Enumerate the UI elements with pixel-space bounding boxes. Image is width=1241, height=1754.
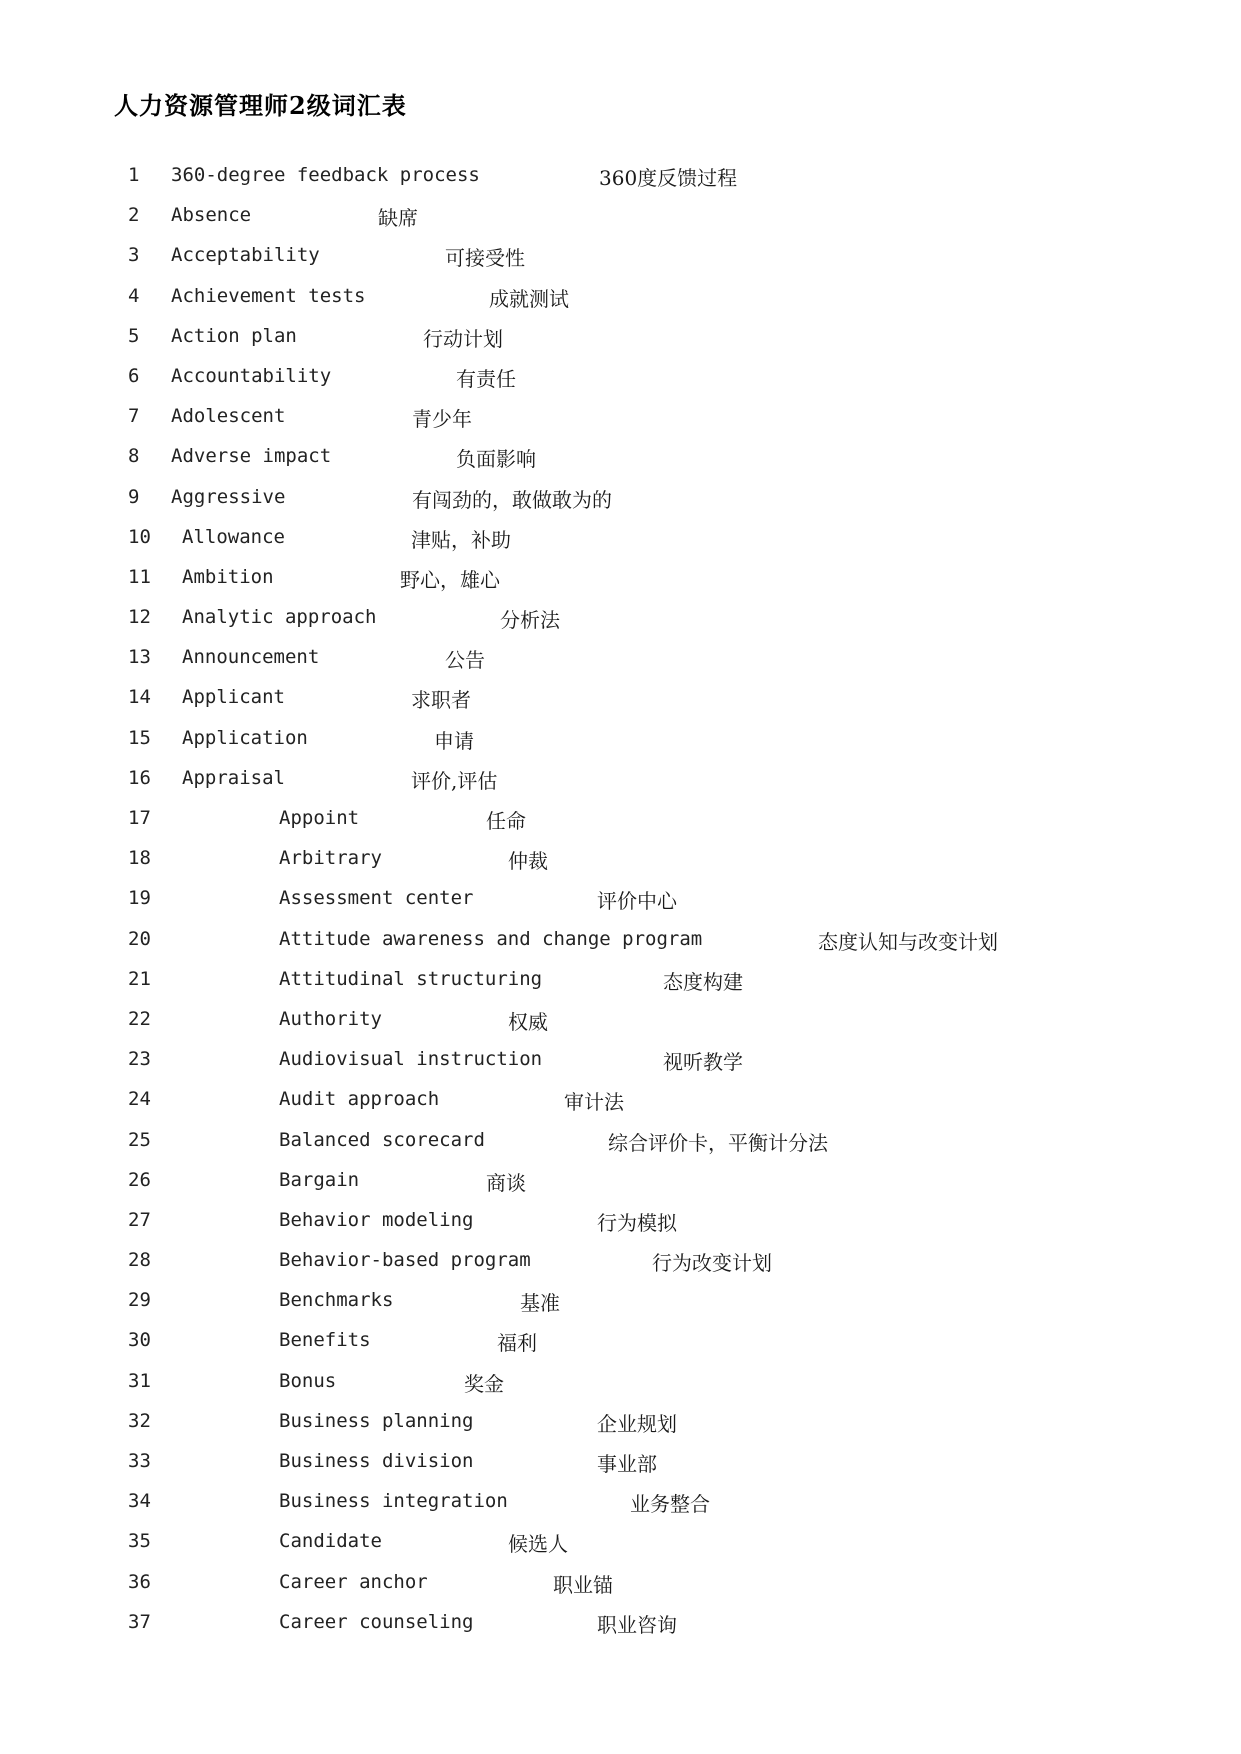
page-title: 人力资源管理师2级词汇表 xyxy=(114,91,407,120)
entry-number: 23 xyxy=(128,1048,151,1071)
english-term: Career anchor xyxy=(279,1570,428,1593)
english-term: Behavior modeling xyxy=(279,1208,474,1231)
english-term: Bargain xyxy=(279,1168,360,1191)
entry-number: 8 xyxy=(128,445,140,468)
chinese-translation: 事业部 xyxy=(597,1452,657,1476)
chinese-translation: 仲裁 xyxy=(508,849,548,874)
entry-number: 15 xyxy=(128,726,151,749)
list-item xyxy=(0,518,1241,558)
entry-number: 11 xyxy=(128,565,151,588)
chinese-translation: 津贴，补助 xyxy=(411,527,511,552)
list-item xyxy=(0,196,1241,236)
english-term: Acceptability xyxy=(171,244,320,267)
english-term: Adolescent xyxy=(171,405,286,428)
list-item xyxy=(0,678,1241,718)
entry-number: 33 xyxy=(128,1450,151,1472)
entry-number: 27 xyxy=(128,1208,151,1231)
chinese-translation: 可接受性 xyxy=(445,246,525,271)
list-item xyxy=(0,1161,1241,1201)
list-item xyxy=(0,1000,1241,1040)
entry-number: 21 xyxy=(128,967,151,990)
chinese-translation: 缺席 xyxy=(378,206,418,231)
english-term: Adverse impact xyxy=(171,445,332,468)
english-term: Appoint xyxy=(279,807,360,829)
chinese-translation: 有闯劲的，敢做敢为的 xyxy=(412,487,612,512)
entry-number: 2 xyxy=(128,204,140,227)
chinese-translation: 业务整合 xyxy=(630,1492,710,1517)
entry-number: 7 xyxy=(128,405,140,428)
vocabulary-list xyxy=(0,156,1241,1643)
chinese-translation: 态度构建 xyxy=(663,969,743,994)
list-item xyxy=(0,437,1241,477)
chinese-translation: 申请 xyxy=(434,728,474,753)
entry-number: 20 xyxy=(128,927,151,950)
chinese-translation: 360度反馈过程 xyxy=(599,166,738,190)
entry-number: 28 xyxy=(128,1249,151,1272)
chinese-translation: 商谈 xyxy=(486,1170,526,1195)
chinese-translation: 评价中心 xyxy=(597,889,677,914)
english-term: Ambition xyxy=(182,565,274,588)
chinese-translation: 福利 xyxy=(497,1331,537,1356)
chinese-translation: 奖金 xyxy=(464,1371,504,1396)
english-term: Attitude awareness and change program xyxy=(279,927,703,950)
chinese-translation: 青少年 xyxy=(412,407,472,432)
english-term: Business integration xyxy=(279,1490,508,1513)
chinese-translation: 企业规划 xyxy=(597,1411,677,1436)
list-item xyxy=(0,920,1241,960)
list-item xyxy=(0,1362,1241,1402)
english-term: Analytic approach xyxy=(182,606,377,629)
entry-number: 12 xyxy=(128,606,151,629)
english-term: Business planning xyxy=(279,1409,474,1432)
english-term: Assessment center xyxy=(279,887,474,910)
english-term: Arbitrary xyxy=(279,847,382,870)
english-term: Action plan xyxy=(171,324,297,347)
chinese-translation: 态度认知与改变计划 xyxy=(818,929,998,954)
list-item xyxy=(0,1121,1241,1161)
english-term: Business division xyxy=(279,1450,474,1472)
chinese-translation: 评价,评估 xyxy=(411,768,498,793)
english-term: Bonus xyxy=(279,1369,337,1392)
entry-number: 1 xyxy=(128,164,140,186)
entry-number: 13 xyxy=(128,646,151,669)
chinese-translation: 综合评价卡，平衡计分法 xyxy=(608,1130,828,1155)
english-term: Balanced scorecard xyxy=(279,1128,485,1151)
list-item xyxy=(0,1080,1241,1120)
english-term: Attitudinal structuring xyxy=(279,967,543,990)
entry-number: 19 xyxy=(128,887,151,910)
chinese-translation: 任命 xyxy=(486,809,526,833)
list-item xyxy=(0,1522,1241,1562)
list-item xyxy=(0,558,1241,598)
chinese-translation: 职业咨询 xyxy=(597,1612,677,1637)
list-item xyxy=(0,1482,1241,1522)
chinese-translation: 权威 xyxy=(508,1009,548,1034)
chinese-translation: 分析法 xyxy=(500,608,560,633)
entry-number: 34 xyxy=(128,1490,151,1513)
entry-number: 22 xyxy=(128,1007,151,1030)
entry-number: 31 xyxy=(128,1369,151,1392)
list-item xyxy=(0,960,1241,1000)
list-item xyxy=(0,156,1241,196)
english-term: Achievement tests xyxy=(171,284,366,307)
english-term: Benchmarks xyxy=(279,1289,394,1312)
chinese-translation: 审计法 xyxy=(564,1090,624,1115)
chinese-translation: 视听教学 xyxy=(663,1050,743,1075)
english-term: Allowance xyxy=(182,525,285,548)
chinese-translation: 职业锚 xyxy=(553,1572,613,1597)
list-item xyxy=(0,236,1241,276)
chinese-translation: 负面影响 xyxy=(456,447,536,472)
entry-number: 18 xyxy=(128,847,151,870)
entry-number: 5 xyxy=(128,324,140,347)
list-item xyxy=(0,357,1241,397)
entry-number: 9 xyxy=(128,485,140,508)
list-item xyxy=(0,1321,1241,1361)
entry-number: 10 xyxy=(128,525,151,548)
entry-number: 30 xyxy=(128,1329,151,1352)
english-term: Announcement xyxy=(182,646,320,669)
chinese-translation: 野心，雄心 xyxy=(400,567,500,592)
list-item xyxy=(0,1563,1241,1603)
entry-number: 17 xyxy=(128,807,151,829)
list-item xyxy=(0,638,1241,678)
chinese-translation: 基准 xyxy=(520,1291,560,1316)
english-term: Appraisal xyxy=(182,766,285,789)
chinese-translation: 求职者 xyxy=(411,688,471,713)
entry-number: 29 xyxy=(128,1289,151,1312)
list-item xyxy=(0,1040,1241,1080)
english-term: Authority xyxy=(279,1007,382,1030)
chinese-translation: 公告 xyxy=(445,648,485,673)
list-item xyxy=(0,799,1241,839)
entry-number: 25 xyxy=(128,1128,151,1151)
english-term: Accountability xyxy=(171,364,332,387)
english-term: Audit approach xyxy=(279,1088,440,1111)
list-item xyxy=(0,719,1241,759)
english-term: Absence xyxy=(171,204,252,227)
entry-number: 16 xyxy=(128,766,151,789)
chinese-translation: 行动计划 xyxy=(423,326,503,351)
english-term: Applicant xyxy=(182,686,285,709)
list-item xyxy=(0,1402,1241,1442)
chinese-translation: 行为改变计划 xyxy=(652,1251,772,1276)
english-term: Application xyxy=(182,726,308,749)
list-item xyxy=(0,839,1241,879)
chinese-translation: 成就测试 xyxy=(489,286,569,311)
entry-number: 36 xyxy=(128,1570,151,1593)
english-term: Audiovisual instruction xyxy=(279,1048,543,1071)
english-term: Candidate xyxy=(279,1530,382,1553)
entry-number: 3 xyxy=(128,244,140,267)
list-item xyxy=(0,478,1241,518)
list-item xyxy=(0,879,1241,919)
list-item xyxy=(0,1281,1241,1321)
entry-number: 6 xyxy=(128,364,140,387)
entry-number: 4 xyxy=(128,284,140,307)
entry-number: 37 xyxy=(128,1610,151,1633)
list-item xyxy=(0,397,1241,437)
entry-number: 35 xyxy=(128,1530,151,1553)
entry-number: 24 xyxy=(128,1088,151,1111)
list-item xyxy=(0,1603,1241,1643)
list-item xyxy=(0,1241,1241,1281)
entry-number: 14 xyxy=(128,686,151,709)
list-item xyxy=(0,1442,1241,1482)
chinese-translation: 行为模拟 xyxy=(597,1210,677,1235)
list-item xyxy=(0,317,1241,357)
chinese-translation: 有责任 xyxy=(456,366,516,391)
english-term: 360-degree feedback process xyxy=(171,164,480,186)
list-item xyxy=(0,759,1241,799)
entry-number: 26 xyxy=(128,1168,151,1191)
list-item xyxy=(0,1201,1241,1241)
entry-number: 32 xyxy=(128,1409,151,1432)
english-term: Aggressive xyxy=(171,485,286,508)
english-term: Career counseling xyxy=(279,1610,474,1633)
list-item xyxy=(0,598,1241,638)
list-item xyxy=(0,277,1241,317)
english-term: Benefits xyxy=(279,1329,371,1352)
english-term: Behavior-based program xyxy=(279,1249,531,1272)
chinese-translation: 候选人 xyxy=(508,1532,568,1557)
